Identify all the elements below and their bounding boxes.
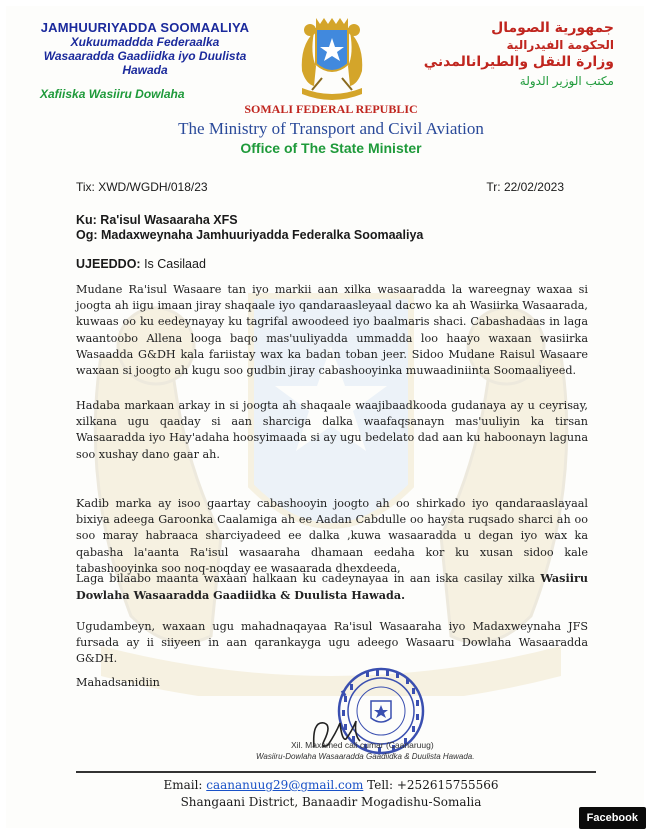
header-right-block xyxy=(399,20,614,88)
letter-date: Tr: 22/02/2023 xyxy=(486,180,564,194)
ministry-somali: Wasaaradda Gaadiidka iyo Duulista xyxy=(43,49,247,63)
facebook-watermark-badge: Facebook xyxy=(579,807,646,829)
subject-text: Is Casilaad xyxy=(140,257,206,271)
contact-line xyxy=(6,778,650,792)
recipient-line: Ku: Ra'isul Wasaaraha XFS xyxy=(76,213,238,227)
email-label: Email: xyxy=(163,778,207,792)
country-name-arabic: جمهورية الصومال xyxy=(491,20,614,36)
ministry-title: The Ministry of Transport and Civil Aviation xyxy=(178,119,484,138)
cc-line: Og: Madaxweynaha Jamhuuriyadda Federalka Soomaaliya xyxy=(76,228,424,242)
ministry-somali-cont: Hawada xyxy=(122,63,168,77)
closing-line: Mahadsanidiin xyxy=(76,676,160,689)
office-title: Office of The State Minister xyxy=(240,140,422,156)
country-name-somali: JAMHUURIYADDA SOOMAALIYA xyxy=(40,20,250,35)
somalia-emblem-icon xyxy=(292,16,372,100)
republic-title: SOMALI FEDERAL REPUBLIC xyxy=(244,102,418,116)
reference-number: Tix: XWD/WGDH/018/23 xyxy=(76,180,208,194)
signer-name: Xil. Maxamed cali cumar (Caanaruug) xyxy=(291,740,434,750)
letter-page xyxy=(6,6,644,828)
resignation-paragraph xyxy=(76,570,588,604)
office-somali: Xafiiska Wasiiru Dowlaha xyxy=(40,87,185,101)
ministry-arabic: وزارة النقل والطيرانالمدني xyxy=(423,54,614,70)
signer-title: Wasiiru-Dowlaha Wasaaradda Gaadiidka & Duulista Hawada. xyxy=(256,752,475,761)
office-arabic: مكتب الوزير الدولة xyxy=(519,74,614,88)
government-arabic: الحكومة الفيدرالية xyxy=(506,38,614,52)
header-left-block xyxy=(30,20,260,101)
office-address: Shangaani District, Banaadir Mogadishu-Somalia xyxy=(180,795,482,809)
government-somali: Xukuumaddda Federaalka xyxy=(70,35,220,49)
phone-number: Tell: +252615755566 xyxy=(363,778,499,792)
resignation-position: Wasiiru Dowlaha Wasaaradda Gaadiidka & Duulista Hawada. xyxy=(76,571,588,603)
body-paragraph: Mudane Ra'isul Wasaare tan iyo markii aan xilka wasaaradda la wareegnay waxaa si joogta ah iigu imaan jiray shaqaale iyo qandaraasleyaal dacwo ka ah Wasiirka Wasaarada, kuwaas oo ku eedeynayay ku tagrifal awoodeed iyo baalmaris shaci. Cabashadaas in laga waantoobo Allena looga baqo mas'uuliyadda ummadda loo haayo waxaan wasiirka Wasaadda G&DH kala fariistay wax ka badan toban jeer. Sidoo Mudane Raisul Wasaare waxaan si joogto ah kugu soo gudbin jiray cabashooyinka muwaadiniinta Soomaaliyeed. xyxy=(76,283,588,378)
body-paragraph: Ugudambeyn, waxaan ugu mahadnaqayaa Ra'isul Wasaaraha iyo Madaxweynaha JFS fursada ay ii siiyeen in aan qarankayga ugu adeego Wasaaru Dowlaha Wasaaradda G&DH. xyxy=(76,620,588,666)
email-link[interactable]: caananuug29@gmail.com xyxy=(206,778,364,792)
subject-line xyxy=(76,257,206,271)
resignation-text: Laga bilaabo maanta waxaan halkaan ku cadeynayaa in aan iska casilay xilka xyxy=(76,572,541,585)
body-paragraph: Kadib marka ay isoo gaartay cabashooyin joogto ah oo shirkado iyo qandaraaslayaal bixiya adeega Garoonka Caalamiga ah ee Aadan Cabdulle oo haysta ruqsado sharci ah oo soo maray habraaca sharciyadeed ee dalka ,kuwa wasaaradda u degan iyo wax ka qabasha la'aanta Ra'isul wasaaraha dhamaan eedaha kor ku xusan sidoo kale tabashooyinka soo noq-noqday ee wasaarada dhexdeeda, xyxy=(76,497,588,575)
body-paragraph: Hadaba markaan arkay in si joogta ah shaqaale waajibaadkooda gudanaya ay u ceyrisay, xilkana ugu qaaday si aan sharciga dalka waafaqsanayn mas'uuliyin ka tirsan Wasaaradda iyo Hay'adaha hoosyimaada si ay ugu bedelato dad aan ku haboonayn laguna soo xushay dano gaar ah. xyxy=(76,399,588,461)
footer-divider xyxy=(76,771,596,773)
subject-label: UJEEDDO: xyxy=(76,257,141,271)
